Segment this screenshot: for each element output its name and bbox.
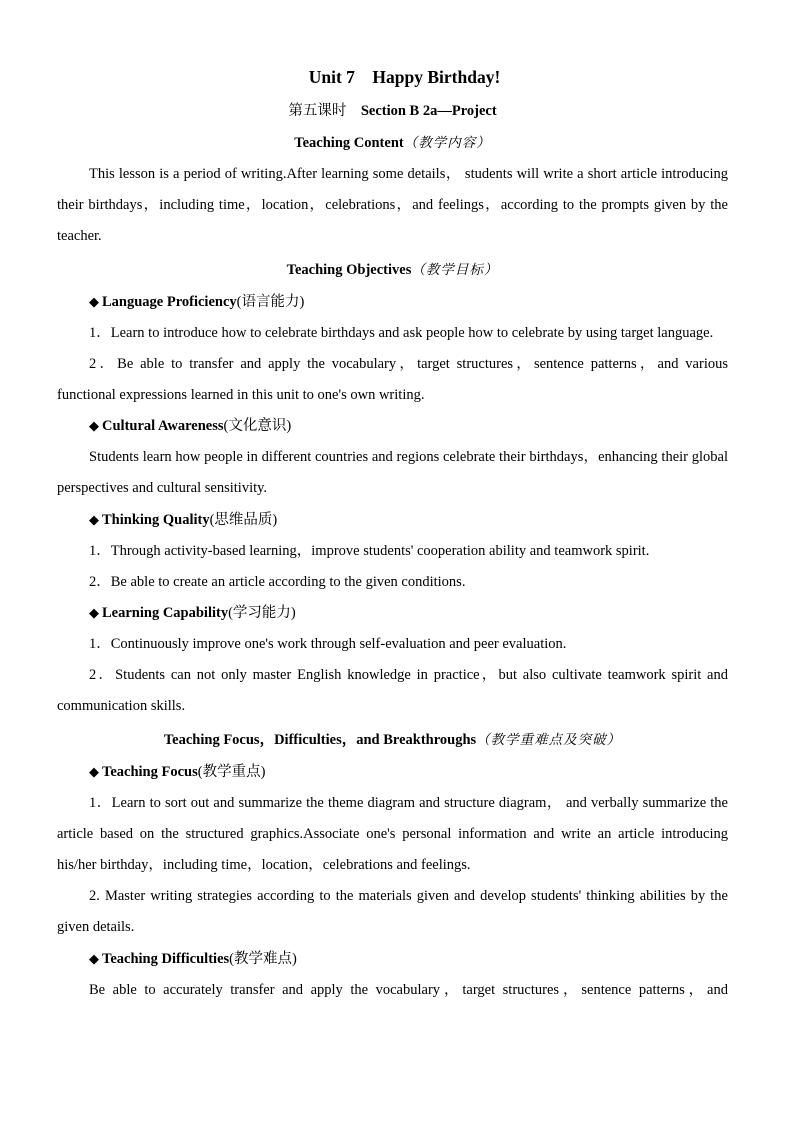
document-page (57, 64, 728, 1006)
language-proficiency-title: Language Proficiency (102, 293, 237, 310)
learning-capability-title: Learning Capability (102, 605, 229, 622)
language-item-2: 2．Be able to transfer and apply the vocabulary，target structures，sentence patterns，and various functional expressions learned in this unit to one's own writing. (57, 355, 728, 404)
teaching-difficulties-title-cn: (教学难点) (229, 950, 297, 967)
diamond-bullet-icon: ◆ (89, 419, 99, 435)
language-proficiency-title-cn: (语言能力) (236, 293, 305, 310)
lesson-number-cn: 第五课时 (288, 103, 347, 119)
teaching-focus-section-heading (57, 729, 728, 751)
teaching-content-heading-en: Teaching Content (294, 135, 404, 151)
focus-item-1: 1．Learn to sort out and summarize the theme diagram and structure diagram， and verbally summarize the article based on the structured graphics.Associate one's personal information and write an article introducing his/her birthday，including time，location，celebrations and feelings. (57, 794, 728, 874)
diamond-bullet-icon: ◆ (89, 764, 99, 780)
teaching-difficulties-title: Teaching Difficulties (102, 950, 230, 967)
teaching-focus-heading (57, 757, 728, 788)
cultural-awareness-heading (57, 411, 728, 442)
page-title: Unit 7 Happy Birthday! (308, 67, 501, 87)
teaching-focus-title-cn: (教学重点) (197, 763, 266, 780)
teaching-content-heading-cn: （教学内容） (403, 135, 491, 150)
thinking-item-1: 1．Through activity-based learning，improve students' cooperation ability and teamwork spirit. (89, 542, 650, 559)
teaching-objectives-heading-cn: （教学目标） (411, 261, 499, 277)
teaching-focus-title: Teaching Focus (102, 763, 198, 780)
diamond-bullet-icon: ◆ (89, 512, 99, 528)
lesson-subtitle (57, 100, 728, 122)
thinking-quality-title-cn: (思维品质) (209, 511, 278, 528)
teaching-content-heading (57, 132, 728, 154)
teaching-objectives-heading-en: Teaching Objectives (286, 261, 412, 278)
thinking-quality-title: Thinking Quality (102, 511, 210, 528)
language-item-1: 1．Learn to introduce how to celebrate birthdays and ask people how to celebrate by using target language. (89, 324, 714, 341)
thinking-quality-heading (57, 505, 728, 536)
cultural-awareness-text: Students learn how people in different countries and regions celebrate their birthdays，enhancing their global perspectives and cultural sensitivity. (57, 449, 728, 497)
cultural-awareness-title-cn: (文化意识) (223, 418, 292, 435)
difficulties-text: Be able to accurately transfer and apply the vocabulary，target structures，sentence patterns，and (89, 981, 728, 998)
language-proficiency-heading (57, 287, 728, 318)
diamond-bullet-icon: ◆ (89, 606, 99, 622)
cultural-awareness-title: Cultural Awareness (102, 418, 224, 435)
teaching-difficulties-heading (57, 944, 728, 975)
learning-capability-title-cn: (学习能力) (228, 605, 296, 622)
teaching-focus-section-heading-en: Teaching Focus，Difficulties，and Breakthroughs (163, 731, 477, 748)
learning-item-1: 1．Continuously improve one's work through self-evaluation and peer evaluation. (89, 636, 567, 653)
learning-capability-heading (57, 598, 728, 629)
learning-item-2: 2．Students can not only master English knowledge in practice，but also cultivate teamwork spirit and communication skills. (57, 667, 728, 715)
diamond-bullet-icon: ◆ (89, 294, 99, 310)
lesson-section: Section B 2a—Project (360, 103, 497, 119)
focus-item-2: 2. Master writing strategies according to the materials given and develop students' thinking abilities by the given details. (57, 888, 728, 936)
teaching-focus-section-heading-cn: （教学重难点及突破） (476, 731, 622, 747)
teaching-objectives-heading (57, 259, 728, 281)
teaching-content-paragraph: This lesson is a period of writing.After learning some details， students will write a short article introducing their birthdays，including time，location，celebrations，and feelings，according to the prompts given by the teacher. (57, 166, 728, 245)
diamond-bullet-icon: ◆ (89, 951, 99, 967)
thinking-item-2: 2．Be able to create an article according to the given conditions. (89, 573, 466, 590)
